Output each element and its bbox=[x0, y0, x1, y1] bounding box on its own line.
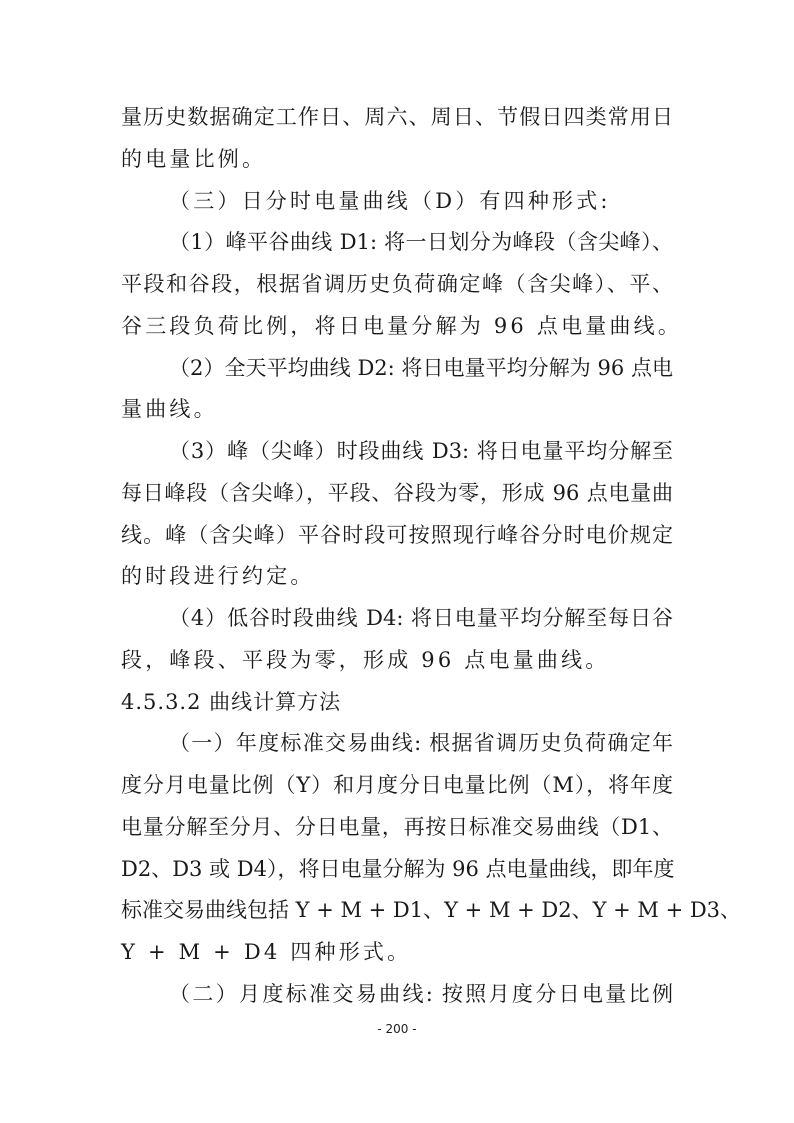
text-line-4: （1）峰平谷曲线 D1: 将一日划分为峰段（含尖峰）、 bbox=[169, 230, 673, 255]
text-line-22: （二）月度标准交易曲线: 按照月度分日电量比例 bbox=[169, 981, 673, 1006]
text-line-10: 每日峰段（含尖峰），平段、谷段为零，形成 96 点电量曲 bbox=[121, 480, 673, 505]
text-line-12: 的时段进行约定。 bbox=[121, 564, 315, 589]
text-line-18: 电量分解至分月、分日电量，再按日标准交易曲线（D1、 bbox=[121, 814, 673, 839]
text-line-16: （一）年度标准交易曲线: 根据省调历史负荷确定年 bbox=[169, 731, 673, 756]
text-line-7: （2）全天平均曲线 D2: 将日电量平均分解为 96 点电 bbox=[169, 355, 673, 380]
text-line-9: （3）峰（尖峰）时段曲线 D3: 将日电量平均分解至 bbox=[169, 439, 673, 463]
page-number: - 200 - bbox=[377, 1022, 417, 1036]
text-line-5: 平段和谷段，根据省调历史负荷确定峰（含尖峰）、平、 bbox=[121, 272, 673, 296]
text-line-17: 度分月电量比例（Y）和月度分日电量比例（M），将年度 bbox=[121, 773, 673, 797]
text-line-13: （4）低谷时段曲线 D4: 将日电量平均分解至每日谷 bbox=[169, 606, 673, 630]
text-line-8: 量曲线。 bbox=[121, 397, 218, 422]
text-line-6: 谷三段负荷比例，将日电量分解为 96 点电量曲线。 bbox=[121, 313, 683, 338]
text-line-2: 的电量比例。 bbox=[121, 146, 267, 171]
text-line-11: 线。峰（含尖峰）平谷时段可按照现行峰谷分时电价规定 bbox=[121, 522, 673, 547]
text-line-14: 段，峰段、平段为零，形成 96 点电量曲线。 bbox=[121, 647, 610, 672]
body-text bbox=[121, 97, 742, 1016]
text-line-20: 标准交易曲线包括 Y + M + D1、Y + M + D2、Y + M + D3、 bbox=[121, 898, 742, 923]
section-heading: 4.5.3.2 曲线计算方法 bbox=[121, 689, 342, 714]
text-line-1: 量历史数据确定工作日、周六、周日、节假日四类常用日 bbox=[121, 105, 673, 129]
text-line-3: （三）日分时电量曲线（D）有四种形式: bbox=[169, 188, 611, 213]
text-line-21: Y + M + D4 四种形式。 bbox=[121, 940, 412, 964]
text-line-19: D2、D3 或 D4），将日电量分解为 96 点电量曲线，即年度 bbox=[121, 856, 675, 881]
